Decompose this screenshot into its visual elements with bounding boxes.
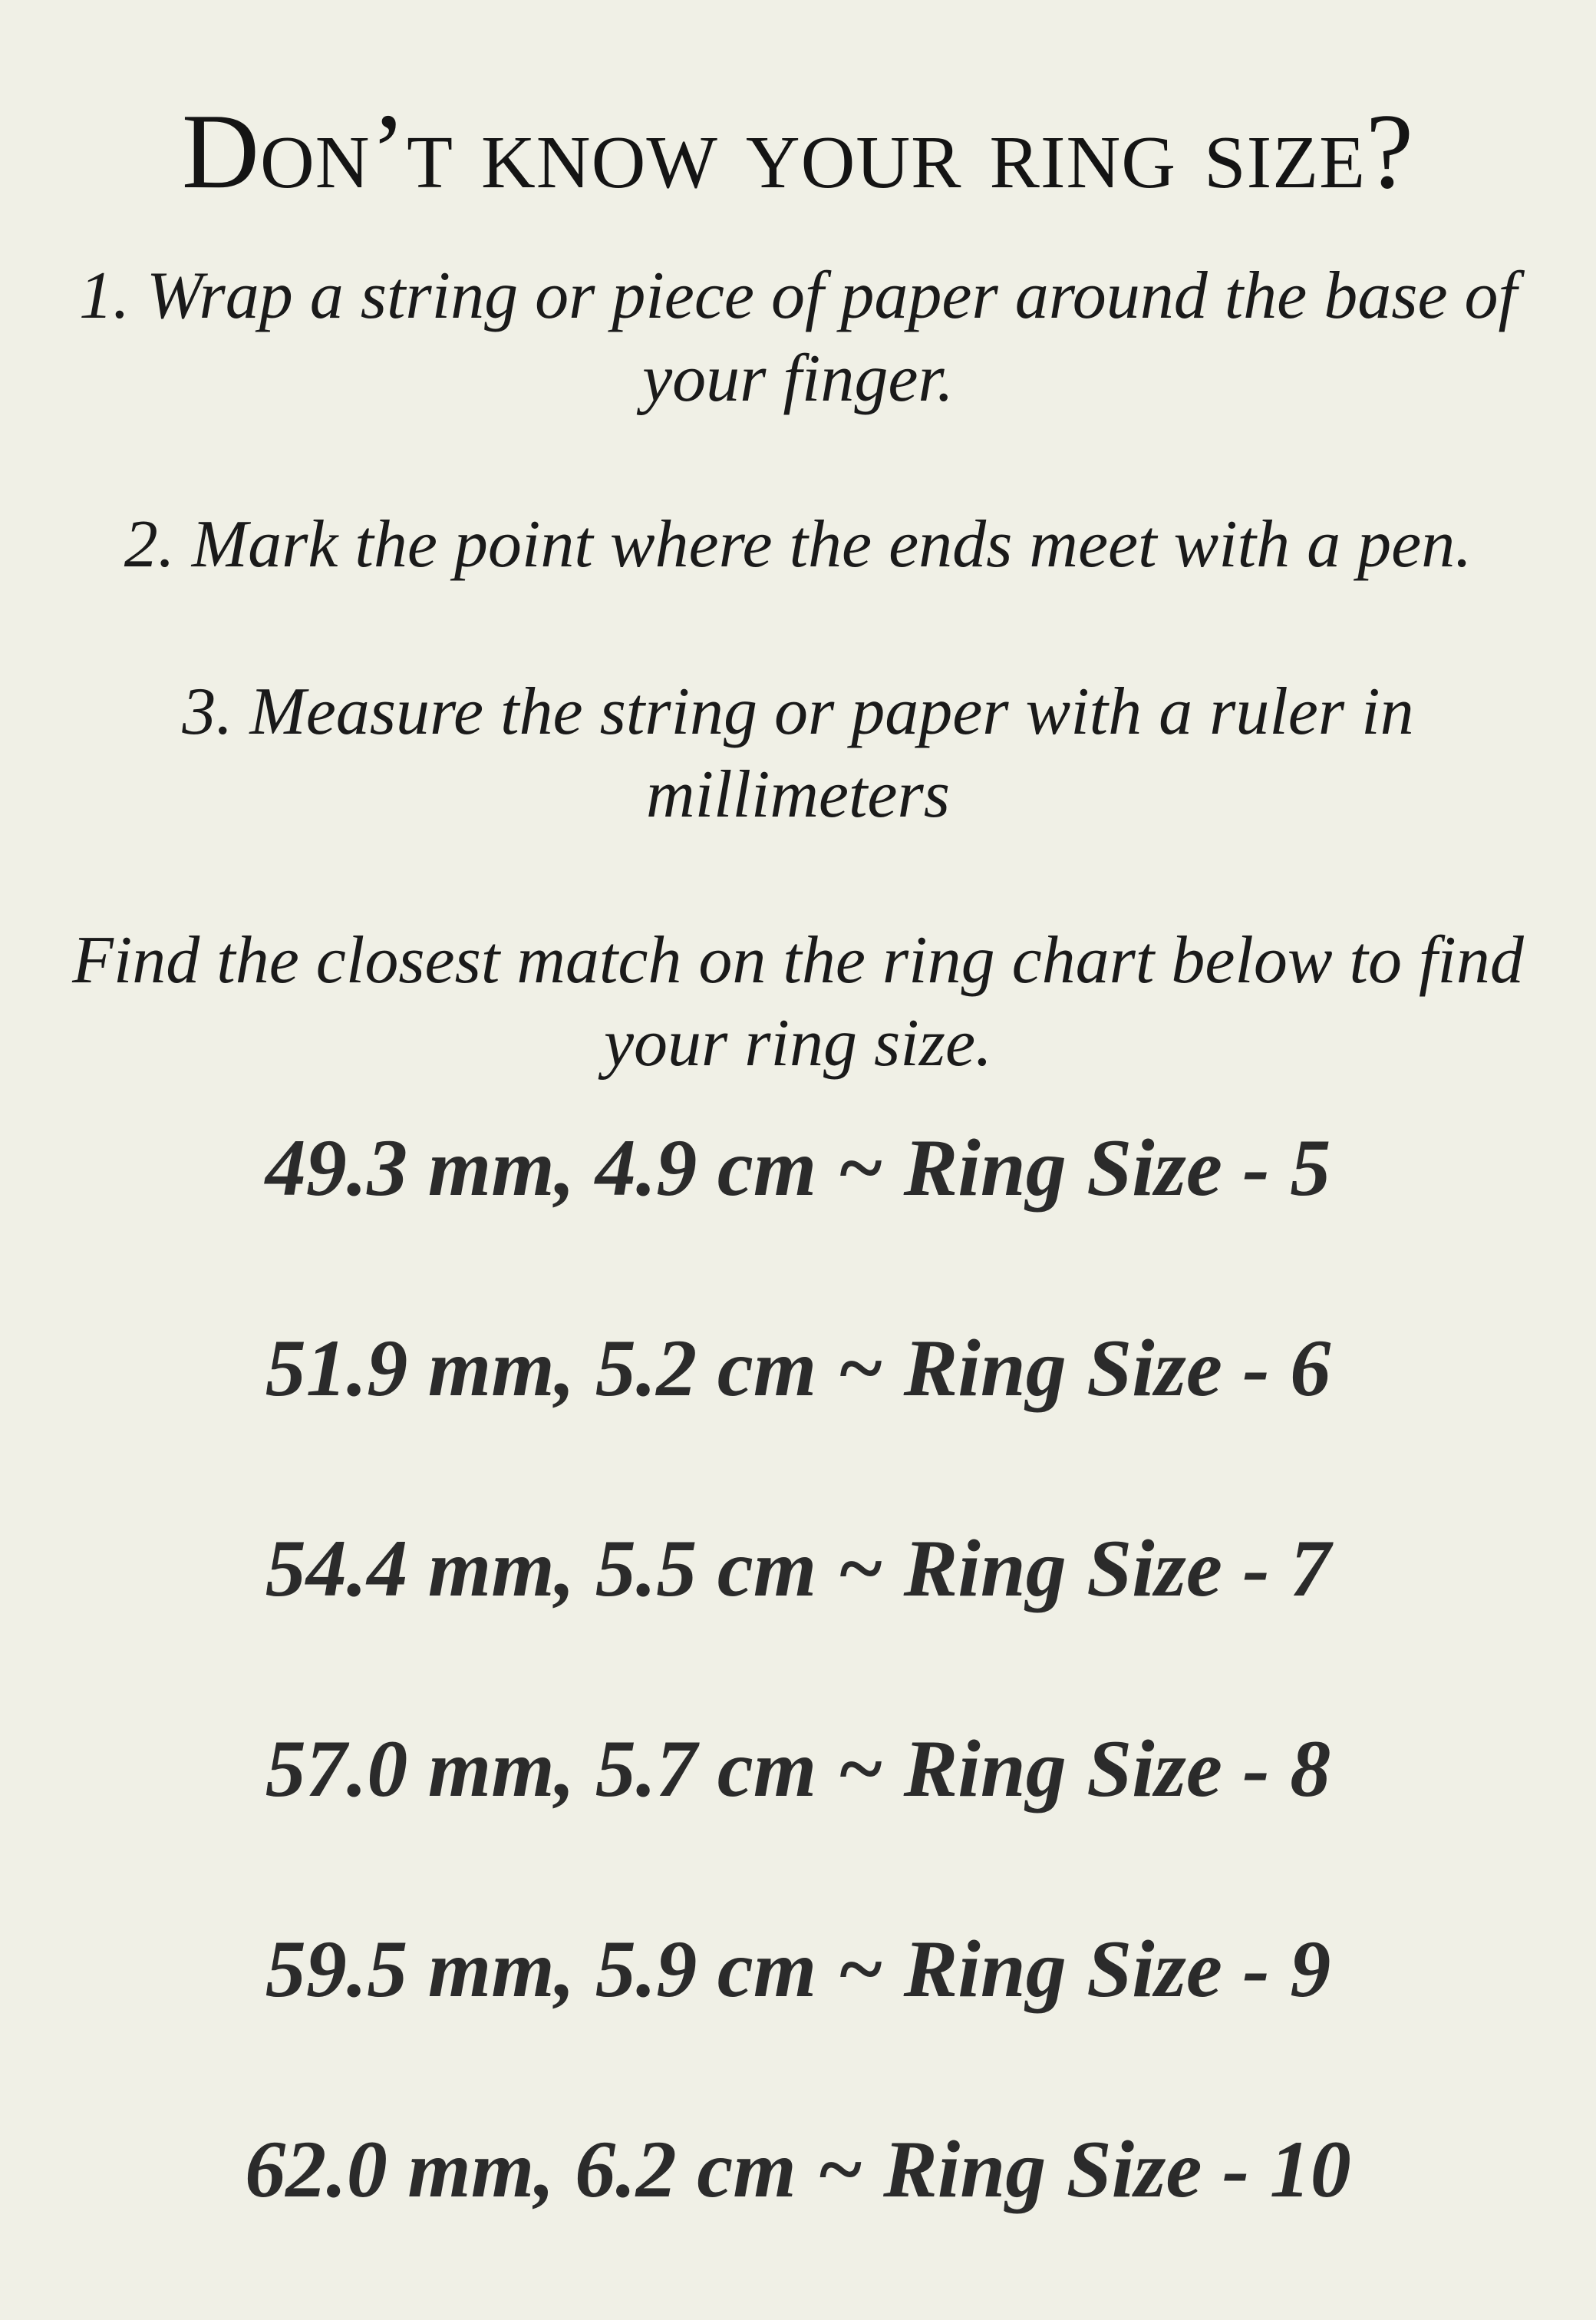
ring-size-row-7: 54.4 mm, 5.5 cm ~ Ring Size - 7: [265, 1523, 1331, 1613]
ring-size-row-8: 57.0 mm, 5.7 cm ~ Ring Size - 8: [265, 1724, 1331, 1813]
instruction-step-3: 3. Measure the string or paper with a ruler in millimeters: [182, 675, 1414, 832]
ring-size-row-6: 51.9 mm, 5.2 cm ~ Ring Size - 6: [265, 1323, 1331, 1413]
page-title: Don’t know your ring size?: [181, 92, 1415, 211]
instruction-step-2: 2. Mark the point where the ends meet with a pen.: [124, 507, 1472, 582]
instruction-step-1: 1. Wrap a string or piece of paper around the base of your finger.: [79, 259, 1517, 416]
ring-size-row-10: 62.0 mm, 6.2 cm ~ Ring Size - 10: [245, 2124, 1351, 2214]
ring-size-chart: [0, 1118, 1596, 2320]
ring-size-row-5: 49.3 mm, 4.9 cm ~ Ring Size - 5: [265, 1123, 1331, 1213]
ring-size-row-9: 59.5 mm, 5.9 cm ~ Ring Size - 9: [265, 1924, 1331, 2014]
find-match-text: Find the closest match on the ring chart below to find your ring size.: [72, 923, 1524, 1081]
